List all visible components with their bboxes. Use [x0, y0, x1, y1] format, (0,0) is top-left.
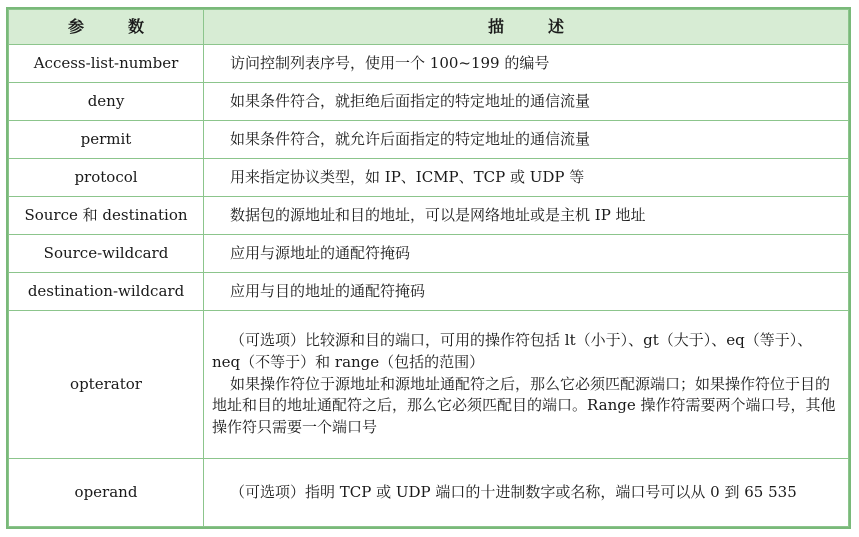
param-cell: deny [9, 83, 204, 121]
param-cell: opterator [9, 311, 204, 459]
table-row [9, 273, 849, 311]
table-row [9, 459, 849, 527]
desc-cell: 用来指定协议类型，如 IP、ICMP、TCP 或 UDP 等 [204, 159, 849, 197]
param-cell: destination-wildcard [9, 273, 204, 311]
desc-cell: 如果条件符合，就拒绝后面指定的特定地址的通信流量 [204, 83, 849, 121]
table-row [9, 121, 849, 159]
desc-cell [204, 459, 849, 527]
desc-cell: 数据包的源地址和目的地址，可以是网络地址或是主机 IP 地址 [204, 197, 849, 235]
table-row [9, 197, 849, 235]
table-row [9, 83, 849, 121]
desc-paragraph: （可选项）指明 TCP 或 UDP 端口的十进制数字或名称，端口号可以从 0 到 65 535 [230, 482, 797, 501]
table-row [9, 159, 849, 197]
param-cell: protocol [9, 159, 204, 197]
header-param: 参 数 [9, 10, 204, 45]
header-desc: 描 述 [204, 10, 849, 45]
desc-cell: 应用与源地址的通配符掩码 [204, 235, 849, 273]
parameter-table-container [6, 7, 851, 529]
desc-cell: 访问控制列表序号，使用一个 100~199 的编号 [204, 45, 849, 83]
desc-cell: 如果条件符合，就允许后面指定的特定地址的通信流量 [204, 121, 849, 159]
table-row [9, 45, 849, 83]
table-header-row [9, 10, 849, 45]
param-cell: operand [9, 459, 204, 527]
acl-parameter-table [8, 9, 849, 527]
table-row [9, 235, 849, 273]
param-cell: permit [9, 121, 204, 159]
desc-paragraph: 如果操作符位于源地址和源地址通配符之后，那么它必须匹配源端口；如果操作符位于目的地址和目的地址通配符之后，那么它必须匹配目的端口。Range 操作符需要两个端口号，其他操作符只需要一个端口号 [212, 374, 836, 437]
param-cell: Source 和 destination [9, 197, 204, 235]
desc-cell [204, 311, 849, 459]
table-row [9, 311, 849, 459]
desc-cell: 应用与目的地址的通配符掩码 [204, 273, 849, 311]
param-cell: Access-list-number [9, 45, 204, 83]
desc-paragraph: （可选项）比较源和目的端口，可用的操作符包括 lt（小于）、gt（大于）、eq（等于）、neq（不等于）和 range（包括的范围） [212, 331, 813, 371]
param-cell: Source-wildcard [9, 235, 204, 273]
